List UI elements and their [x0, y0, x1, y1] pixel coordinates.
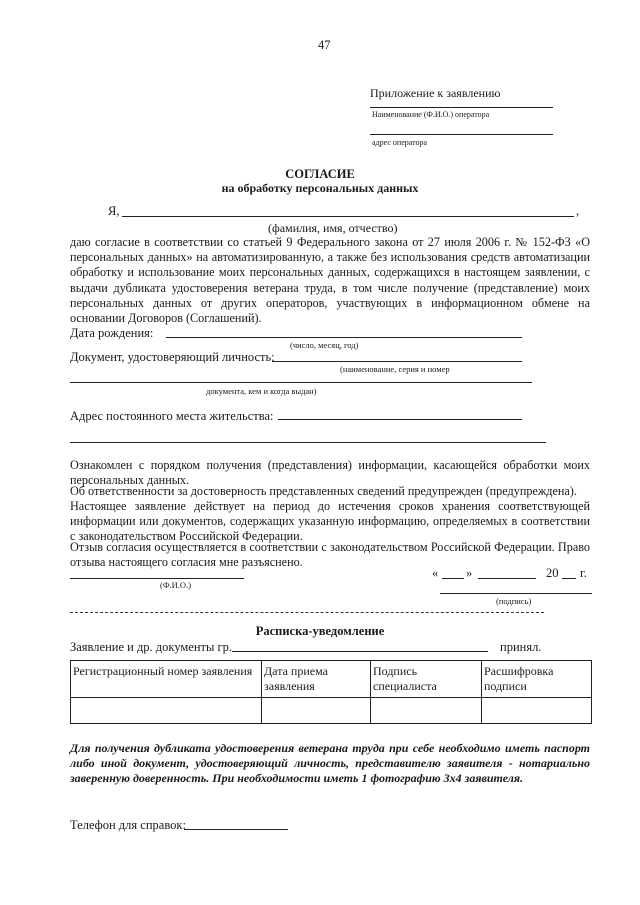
address-label: Адрес постоянного места жительства: [70, 409, 274, 423]
address-line[interactable] [278, 419, 522, 420]
date-year-suffix: г. [580, 566, 587, 580]
date-month-line[interactable] [478, 578, 536, 579]
id-doc-label: Документ, удостоверяющий личность: [70, 350, 275, 364]
receipt-table-header-row [71, 661, 592, 698]
phone-line[interactable] [184, 829, 288, 830]
page-number: 47 [318, 38, 331, 52]
id-doc-line-2[interactable] [70, 382, 532, 383]
attachment-label: Приложение к заявлению [370, 86, 501, 100]
birth-date-caption: (число, месяц, год) [290, 340, 359, 350]
statement-validity: Настоящее заявление действует на период до истечения сроков хранения соответствующей информации или документов, содержащих указанную информацию, определяемых в соответствии с законодательством Российской Федерации. [70, 499, 590, 544]
cell-reg-number[interactable] [71, 698, 262, 724]
header-specialist-signature: Подпись специалиста [371, 661, 482, 698]
date-year-prefix: 20 [546, 566, 559, 580]
cell-receipt-date[interactable] [262, 698, 371, 724]
operator-address-line [370, 134, 553, 135]
id-doc-line[interactable] [272, 361, 522, 362]
operator-name-line [370, 107, 553, 108]
statement-acquainted: Ознакомлен с порядком получения (представления) информации, касающейся обработки моих персональных данных. [70, 458, 590, 488]
operator-address-caption: адрес оператора [372, 138, 428, 147]
id-doc-caption-2: документа, кем и когда выдан) [206, 386, 317, 396]
birth-date-line[interactable] [166, 337, 522, 338]
statement-revocation: Отзыв согласия осуществляется в соответствии с законодательством Российской Федерации. Право отзыва настоящего согласия мне разъяснено. [70, 540, 590, 570]
date-open-quote: « [432, 566, 439, 580]
receipt-statement-label: Заявление и др. документы гр. [70, 640, 233, 654]
birth-date-label: Дата рождения: [70, 326, 154, 340]
cut-line [70, 612, 544, 613]
receipt-accepted: принял. [500, 640, 542, 654]
consent-body: даю согласие в соответствии со статьей 9 Федерального закона от 27 июля 2006 г. № 152-ФЗ «О персональных данных» на автоматизированную, а также без использования средств автоматизации обработку и использование моих персональных данных, содержащихся в настоящем заявлении, с выдачи дубликата удостоверения ветерана труда, в том числе получение (представление) моих персональных данных от других операторов, участвующих в информационном обмене на основании Договоров (Соглашений). [70, 235, 590, 326]
fio-sign-caption: (Ф.И.О.) [160, 580, 192, 590]
date-day-line[interactable] [442, 578, 464, 579]
receipt-table [70, 660, 592, 724]
header-signature-decode: Расшифровка подписи [482, 661, 592, 698]
fio-line[interactable] [122, 216, 574, 217]
receipt-title: Расписка-уведомление [255, 624, 385, 638]
header-receipt-date: Дата приема заявления [262, 661, 371, 698]
consent-title: СОГЛАСИЕ [285, 167, 355, 181]
fio-sign-line[interactable] [70, 578, 244, 579]
note-duplicate: Для получения дубликата удостоверения ветерана труда при себе необходимо иметь паспорт либо иной документ, удостоверяющий личность, представителю заявителя - нотариально заверенную доверенность. При необходимости иметь 1 фотографию 3х4 заявителя. [70, 741, 590, 785]
cell-signature-decode[interactable] [482, 698, 592, 724]
operator-name-caption: Наименование (Ф.И.О.) оператора [372, 110, 490, 119]
fio-caption: (фамилия, имя, отчество) [268, 221, 398, 235]
header-reg-number: Регистрационный номер заявления [71, 661, 262, 698]
receipt-table-row [71, 698, 592, 724]
address-line-2[interactable] [70, 442, 546, 443]
receipt-name-line[interactable] [232, 651, 488, 652]
signature-caption: (подпись) [496, 596, 532, 606]
id-doc-caption: (наименование, серия и номер [340, 364, 450, 374]
cell-specialist-signature[interactable] [371, 698, 482, 724]
statement-responsibility: Об ответственности за достоверность представленных сведений предупрежден (предупреждена). [70, 484, 577, 498]
date-close-quote: » [466, 566, 473, 580]
phone-label: Телефон для справок: [70, 818, 186, 832]
i-label: Я, [108, 204, 120, 218]
signature-line[interactable] [440, 593, 592, 594]
consent-subtitle: на обработку персональных данных [221, 181, 419, 195]
date-year-line[interactable] [562, 578, 576, 579]
